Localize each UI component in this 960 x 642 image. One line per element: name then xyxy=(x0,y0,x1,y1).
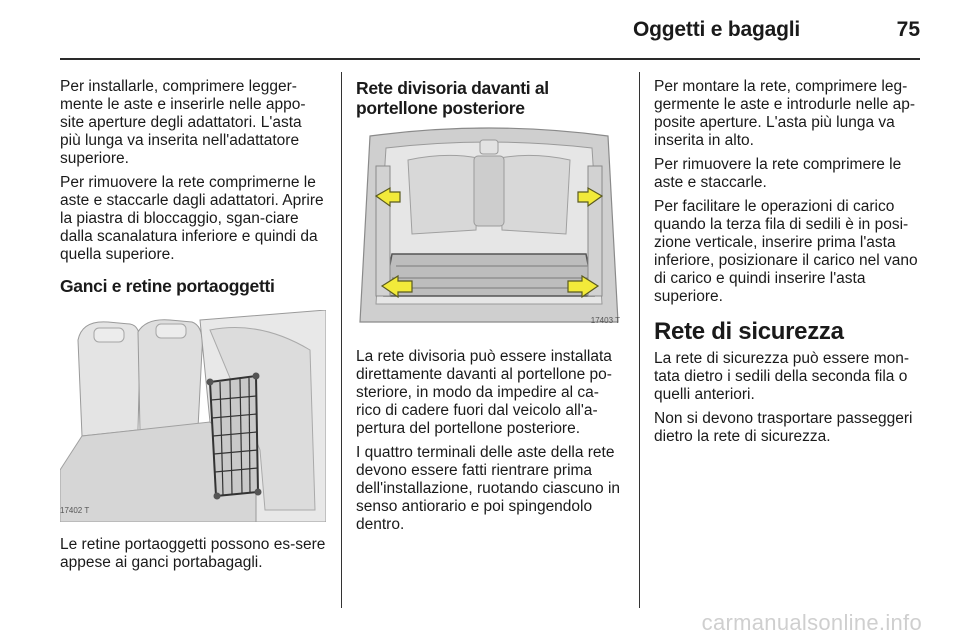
paragraph: La rete di sicurezza può essere mon-tata dietro i sedili della seconda fila o quelli anteriori. xyxy=(654,350,910,403)
subheading-ganci: Ganci e retine portaoggetti xyxy=(60,276,275,296)
column-2 xyxy=(356,78,622,540)
column-divider-1 xyxy=(341,72,342,608)
paragraph: Non si devono trasportare passeggeri dietro la rete di sicurezza. xyxy=(654,410,913,445)
paragraph: Per facilitare le operazioni di carico quando la terza fila di sedili è in posi-zione verticale, inserire prima l'asta inferiore, posizionare il carico nel vano di carico e quindi inserire l'asta superiore. xyxy=(654,198,918,305)
paragraph: Per montare la rete, comprimere leg-germente le aste e introdurle nelle ap-posite aperture. L'asta più lunga va inserita in alto. xyxy=(654,78,916,149)
subheading-rete-divisoria: Rete divisoria davanti al portellone posteriore xyxy=(356,78,549,118)
column-3 xyxy=(654,78,920,452)
storage-net-illustration xyxy=(60,310,326,522)
watermark: carmanualsonline.info xyxy=(701,610,922,635)
paragraph: Per installarle, comprimere legger-mente le aste e inserirle nelle appo-site aperture degli adattatori. L'asta più lunga va inserita nell'adattatore superiore. xyxy=(60,78,306,167)
figure-code: 17402 T xyxy=(60,506,90,515)
header-divider xyxy=(60,58,920,60)
section-title: Oggetti e bagagli xyxy=(633,18,800,41)
figure-storage-net xyxy=(60,310,326,522)
column-1 xyxy=(60,78,326,578)
figure-divider-net xyxy=(356,126,622,332)
paragraph: La rete divisoria può essere installata direttamente davanti al portellone po-steriore, in modo da impedire al ca-rico di cadere fuori dal veicolo all'a-pertura del portellone posteriore. xyxy=(356,348,612,437)
paragraph: I quattro terminali delle aste della rete devono essere fatti rientrare prima dell'installazione, ruotando ciascuno in senso antiorario e poi spingendolo dentro. xyxy=(356,444,621,533)
column-divider-2 xyxy=(639,72,640,608)
paragraph: Le retine portaoggetti possono es-sere appese ai ganci portabagagli. xyxy=(60,536,326,571)
paragraph: Per rimuovere la rete comprimere le aste e staccarle. xyxy=(654,156,902,191)
paragraph: Per rimuovere la rete comprimerne le aste e staccarle dagli adattatori. Aprire la piastra di bloccaggio, sgan-ciare dalla scanalatura inferiore e quindi da quella superiore. xyxy=(60,174,324,263)
heading-rete-di-sicurezza: Rete di sicurezza xyxy=(654,318,844,345)
figure-code: 17403 T xyxy=(590,316,620,325)
page-number: 75 xyxy=(896,18,920,41)
divider-net-illustration xyxy=(356,126,622,332)
